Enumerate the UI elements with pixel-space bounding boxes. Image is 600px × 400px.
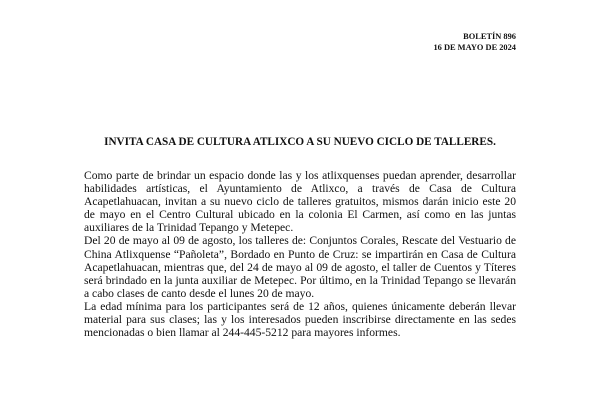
bulletin-date: 16 DE MAYO DE 2024 — [433, 43, 516, 52]
bulletin-header — [433, 31, 516, 53]
bulletin-number: BOLETÍN 896 — [463, 32, 516, 41]
document-body — [84, 169, 516, 339]
body-paragraph: Como parte de brindar un espacio donde las y los atlixquenses puedan aprender, desarrollar habilidades artísticas, el Ayuntamiento de Atlixco, a través de Casa de Cultura Acapetlahuacan, invitan a su nuevo ciclo de talleres gratuitos, mismos darán inicio este 20 de mayo en el Centro Cultural ubicado en la colonia El Carmen, así como en las juntas auxiliares de la Trinidad Tepango y Metepec. — [84, 169, 516, 235]
body-paragraph: Del 20 de mayo al 09 de agosto, los talleres de: Conjuntos Corales, Rescate del Vestuario de China Atlixquense “Pañoleta”, Bordado en Punto de Cruz: se impartirán en Casa de Cultura Acapetlahuacan, mientras que, del 24 de mayo al 09 de agosto, el taller de Cuentos y Títeres será brindado en la junta auxiliar de Metepec. Por último, en la Trinidad Tepango se llevarán a cabo clases de canto desde el lunes 20 de mayo. — [84, 234, 516, 300]
body-paragraph: La edad mínima para los participantes será de 12 años, quienes únicamente deberán llevar material para sus clases; las y los interesados pueden inscribirse directamente en las sedes mencionadas o bien llamar al 244-445-5212 para mayores informes. — [84, 299, 516, 340]
document-title: INVITA CASA DE CULTURA ATLIXCO A SU NUEVO CICLO DE TALLERES. — [104, 136, 496, 148]
